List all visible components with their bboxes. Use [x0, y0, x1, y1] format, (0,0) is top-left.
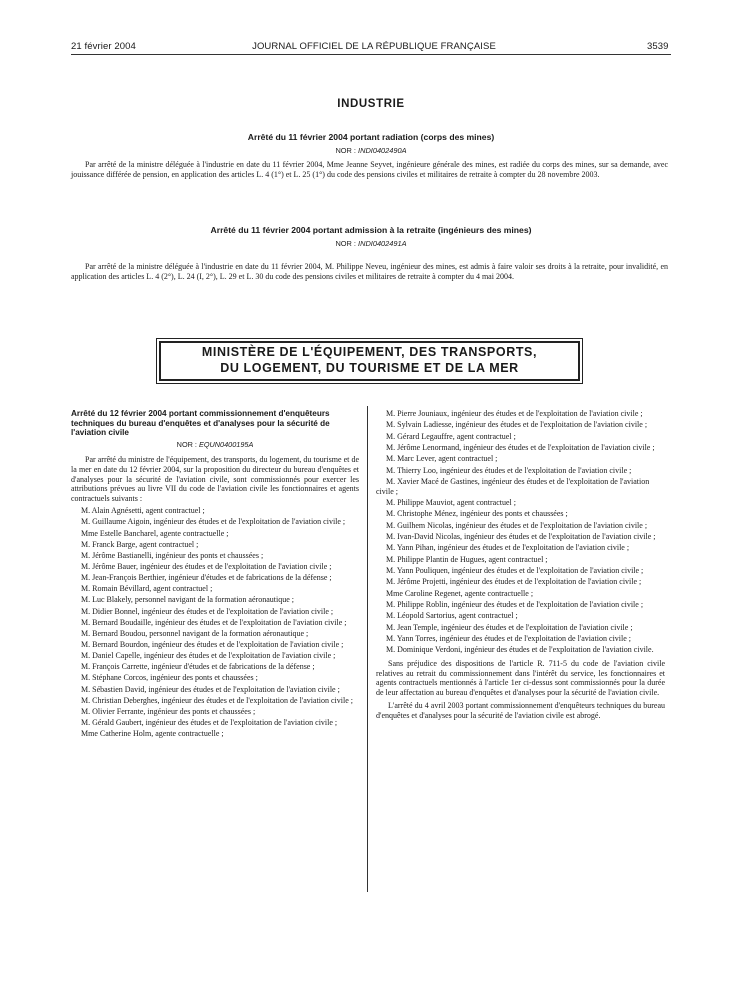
- appointee-list-item: M. Daniel Capelle, ingénieur des études et de l'exploitation de l'aviation civile ;: [81, 651, 336, 661]
- header-date: 21 février 2004: [71, 41, 136, 52]
- appointee-list-item: M. Thierry Loo, ingénieur des études et de l'exploitation de l'aviation civile ;: [386, 465, 632, 475]
- appointee-list-item: M. Guilhem Nicolas, ingénieur des études et de l'exploitation de l'aviation civile ;: [386, 520, 648, 530]
- appointee-list-item: M. Christophe Ménez, ingénieur des ponts et chaussées ;: [386, 509, 568, 519]
- appointee-list-item: M. Jean-François Berthier, ingénieur d'études et de fabrications de la défense ;: [81, 573, 332, 583]
- ministry-box: [156, 338, 583, 384]
- appointee-list-item: M. Stéphane Corcos, ingénieur des ponts et chaussées ;: [81, 673, 258, 683]
- ministry-title-line-2: DU LOGEMENT, DU TOURISME ET DE LA MER: [220, 361, 519, 375]
- arrete-2-title: Arrêté du 11 février 2004 portant admission à la retraite (ingénieurs des mines): [210, 225, 532, 235]
- appointee-list-item: M. François Carrette, ingénieur d'études et de fabrications de la défense ;: [81, 662, 315, 672]
- appointee-list-item: Mme Caroline Regenet, agente contractuelle ;: [386, 588, 534, 598]
- appointee-list-item: M. Léopold Sartorius, agent contractuel ;: [386, 611, 518, 621]
- appointee-list-item: M. Bernard Boudaille, ingénieur des études et de l'exploitation de l'aviation civile ;: [81, 617, 347, 627]
- appointee-list-item: M. Christian Deberghes, ingénieur des études et de l'exploitation de l'aviation civile ;: [81, 695, 353, 705]
- appointee-list-item: M. Yann Pouliquen, ingénieur des études et de l'exploitation de l'aviation civile ;: [386, 566, 644, 576]
- arrete-3-title: Arrêté du 12 février 2004 portant commissionnement d'enquêteurs techniques du bureau d'enquêtes et d'analyses pour la sécurité de l'aviation civile: [71, 409, 330, 438]
- appointee-list-item: M. Philippe Plantin de Hugues, agent contractuel ;: [386, 554, 548, 564]
- appointee-list-item: M. Sébastien David, ingénieur des études et de l'exploitation de l'aviation civile ;: [81, 684, 340, 694]
- nor-label: NOR :: [335, 239, 359, 248]
- appointee-list-item: M. Xavier Macé de Gastines, ingénieur des études et de l'exploitation de l'aviation civile ;: [376, 477, 650, 496]
- column-left: [71, 409, 359, 740]
- closing-paragraph-2: L'arrêté du 4 avril 2003 portant commissionnement d'enquêteurs techniques du bureau d'enquêtes et d'analyses pour la sécurité de l'aviation civile est abrogé.: [376, 701, 665, 721]
- ministry-title: [157, 344, 582, 376]
- nor-value: EQUN0400195A: [198, 439, 254, 449]
- appointee-list-item: M. Marc Lever, agent contractuel ;: [386, 454, 498, 464]
- column-right: [376, 409, 665, 721]
- header-rule: [71, 54, 671, 55]
- appointee-list-item: M. Guillaume Aigoin, ingénieur des études et de l'exploitation de l'aviation civile ;: [81, 517, 346, 527]
- nor-label: NOR :: [176, 439, 199, 449]
- appointee-list-item: M. Romain Bévillard, agent contractuel ;: [81, 584, 213, 594]
- appointee-list-item: M. Philippe Roblin, ingénieur des études et de l'exploitation de l'aviation civile ;: [386, 600, 644, 610]
- arrete-1-title: Arrêté du 11 février 2004 portant radiation (corps des mines): [247, 132, 495, 142]
- nor-value: INDI0402490A: [358, 146, 407, 155]
- page-number: 3539: [647, 41, 669, 52]
- closing-paragraph-1: Sans préjudice des dispositions de l'article R. 711-5 du code de l'aviation civile relatives au retrait du commissionnement dans l'intérêt du service, les fonctionnaires et agents contractuels mentionnés à l'article 1er ci-dessus sont commissionnés pour la durée de leur affectation au bureau d'enquêtes et d'analyses pour la sécurité de l'aviation civile.: [376, 659, 665, 697]
- arrete-2-text: Par arrêté de la ministre déléguée à l'industrie en date du 11 février 2004, M. Philippe Neveu, ingénieur des mines, est admis à faire valoir ses droits à la retraite, pour invalidité, en application des articles L. 4 (2°), L. 24 (I, 2°), L. 29 et L. 30 du code des pensions civiles et militaires de retraite à compter du 4 mai 2004.: [71, 262, 668, 281]
- appointee-list-item: M. Franck Barge, agent contractuel ;: [81, 539, 199, 549]
- journal-title: JOURNAL OFFICIEL DE LA RÉPUBLIQUE FRANÇAISE: [252, 41, 496, 52]
- appointee-list-item: M. Bernard Bourdon, ingénieur des études et de l'exploitation de l'aviation civile ;: [81, 640, 344, 650]
- appointee-list-item: M. Ivan-David Nicolas, ingénieur des études et de l'exploitation de l'aviation civile ;: [386, 532, 656, 542]
- appointee-list-item: M. Olivier Ferrante, ingénieur des ponts et chaussées ;: [81, 706, 256, 716]
- arrete-3-nor: [71, 440, 359, 450]
- appointee-list-item: M. Alain Agnésetti, agent contractuel ;: [81, 506, 205, 516]
- appointee-list-item: M. Jérôme Projetti, ingénieur des études et de l'exploitation de l'aviation civile ;: [386, 577, 642, 587]
- appointee-list-item: M. Pierre Jouniaux, ingénieur des études et de l'exploitation de l'aviation civile ;: [386, 409, 643, 418]
- appointee-list-item: M. Bernard Boudou, personnel navigant de la formation aéronautique ;: [81, 628, 309, 638]
- arrete-1-nor: [71, 146, 671, 155]
- arrete-2-nor: [71, 239, 671, 248]
- section-title: INDUSTRIE: [337, 98, 405, 110]
- appointee-list-item: M. Jérôme Lenormand, ingénieur des études et de l'exploitation de l'aviation civile ;: [386, 443, 655, 453]
- nor-value: INDI0402491A: [358, 239, 407, 248]
- appointee-list-item: M. Luc Blakely, personnel navigant de la formation aéronautique ;: [81, 595, 294, 605]
- appointee-list-item: M. Gérard Legauffre, agent contractuel ;: [386, 431, 516, 441]
- appointee-list-item: M. Yann Pihan, ingénieur des études et de l'exploitation de l'aviation civile ;: [386, 543, 630, 553]
- appointee-list-item: M. Gérald Gaubert, ingénieur des études et de l'exploitation de l'aviation civile ;: [81, 718, 338, 728]
- appointee-list-item: M. Didier Bonnel, ingénieur des études et de l'exploitation de l'aviation civile ;: [81, 606, 334, 616]
- appointee-list-right: [376, 409, 665, 655]
- appointee-list-item: Mme Estelle Bancharel, agente contractuelle ;: [81, 528, 229, 538]
- appointee-list-item: M. Jérôme Bauer, ingénieur des études et de l'exploitation de l'aviation civile ;: [81, 562, 332, 572]
- appointee-list-left: [71, 506, 359, 738]
- appointee-list-item: M. Jérôme Bastianelli, ingénieur des ponts et chaussées ;: [81, 550, 264, 560]
- column-divider: [367, 406, 368, 892]
- appointee-list-item: Mme Catherine Holm, agente contractuelle ;: [81, 729, 224, 739]
- appointee-list-item: M. Jean Temple, ingénieur des études et de l'exploitation de l'aviation civile ;: [386, 622, 633, 632]
- arrete-3-intro: Par arrêté du ministre de l'équipement, des transports, du logement, du tourisme et de la mer en date du 12 février 2004, sur la proposition du directeur du bureau d'enquêtes et d'analyses pour la sécurité de l'aviation civile, sont commissionnés pour exercer les attributions prévues au livre VII du code de l'aviation civile les fonctionnaires et agents contractuels suivants :: [71, 455, 359, 503]
- nor-label: NOR :: [335, 146, 359, 155]
- arrete-1-text: Par arrêté de la ministre déléguée à l'industrie en date du 11 février 2004, Mme Jeanne Seyvet, ingénieure générale des mines, est radiée du corps des mines, sur sa demande, avec jouissance différée de pension, en application des articles L. 4 (1°) et L. 25 (1°) du code des pensions civiles et militaires de retraite à compter du 28 novembre 2003.: [71, 160, 668, 179]
- appointee-list-item: M. Philippe Mauviot, agent contractuel ;: [386, 498, 516, 507]
- ministry-title-line-1: MINISTÈRE DE L'ÉQUIPEMENT, DES TRANSPORTS,: [201, 345, 538, 359]
- appointee-list-item: M. Dominique Verdoni, ingénieur des études et de l'exploitation de l'aviation civile.: [386, 645, 654, 655]
- appointee-list-item: M. Yann Torres, ingénieur des études et de l'exploitation de l'aviation civile ;: [386, 634, 632, 644]
- appointee-list-item: M. Sylvain Ladiesse, ingénieur des études et de l'exploitation de l'aviation civile ;: [386, 420, 648, 430]
